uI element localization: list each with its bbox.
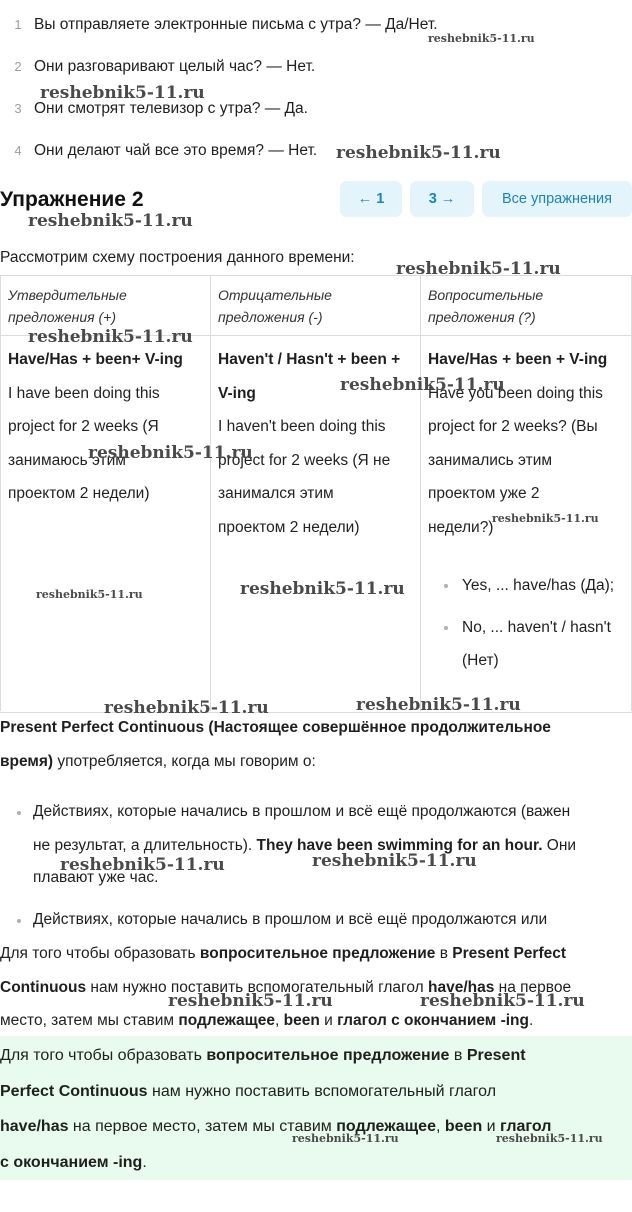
bullet-icon [444, 626, 448, 630]
watermark: reshebnik5-11.ru [240, 579, 405, 599]
next-exercise-button[interactable]: 3 → [410, 181, 474, 217]
list-item [0, 137, 632, 165]
question-rule-paragraph: Для того чтобы образовать вопросительное предложение в Present Perfect Continuous нам нужно поставить вспомогательный глагол have/has на первое место, затем мы ставим подлежащее, been и глагол с окончанием -ing. [0, 945, 572, 1029]
watermark: reshebnik5-11.ru [88, 443, 253, 463]
bullet-icon [444, 584, 448, 588]
item-number: 2 [14, 59, 22, 74]
item-text: Они разговаривают целый час? — Нет. [34, 58, 316, 75]
table-divider [420, 275, 421, 711]
affirmative-cell: Have/Has + been+ V-ing I have been doing this project for 2 weeks (Я занимаюсь этим проектом 2 недели) [8, 351, 183, 502]
negative-cell: Haven't / Hasn't + been + V-ing I haven't been doing this project for 2 weeks (Я не занимался этим проектом 2 недели) [218, 351, 401, 536]
watermark: reshebnik5-11.ru [168, 991, 333, 1011]
item-text: Вы отправляете электронные письма с утра? — Да/Нет. [34, 16, 438, 33]
usage-bullet-cont: плавают уже час. [33, 869, 159, 886]
watermark: reshebnik5-11.ru [356, 695, 521, 715]
item-number: 4 [14, 143, 22, 158]
watermark: reshebnik5-11.ru [28, 327, 193, 347]
all-exercises-button[interactable]: Все упражнения [482, 181, 632, 217]
item-text: Они делают чай все это время? — Нет. [34, 142, 318, 159]
table-border [0, 275, 1, 711]
watermark: reshebnik5-11.ru [336, 143, 501, 163]
answer-yes: Yes, ... have/has (Да); [462, 577, 615, 594]
item-text: Они смотрят телевизор с утра? — Да. [34, 100, 308, 117]
item-number: 3 [14, 101, 22, 116]
watermark: reshebnik5-11.ru [292, 1132, 399, 1145]
watermark: reshebnik5-11.ru [312, 851, 477, 871]
watermark: reshebnik5-11.ru [420, 991, 585, 1011]
list-item [0, 11, 632, 39]
header-negative: Отрицательные предложения (-) [218, 287, 332, 325]
watermark: reshebnik5-11.ru [60, 855, 225, 875]
usage-bullet: Действиях, которые начались в прошлом и всё ещё продолжаются (важен не результат, а длительность). They have been swimming for an hour. Они [33, 803, 577, 854]
bullet-icon [17, 811, 21, 815]
watermark: reshebnik5-11.ru [492, 512, 599, 525]
watermark: reshebnik5-11.ru [40, 83, 205, 103]
watermark: reshebnik5-11.ru [396, 259, 561, 279]
answer-list [462, 569, 632, 678]
usage-paragraph: Present Perfect Continuous (Настоящее совершённое продолжительное время) употребляется, когда мы говорим о: [0, 719, 551, 770]
list-item [0, 53, 632, 81]
header-affirmative: Утвердительные предложения (+) [8, 287, 127, 325]
intro-text: Рассмотрим схему построения данного времени: [0, 249, 355, 266]
answer-no: No, ... haven't / hasn't [462, 618, 611, 636]
bullet-icon [17, 919, 21, 923]
table-divider [210, 275, 211, 711]
watermark: reshebnik5-11.ru [340, 375, 505, 395]
item-number: 1 [14, 17, 22, 32]
exercise-title: Упражнение 2 [0, 188, 144, 211]
answer-no-translation: (Нет) [462, 652, 499, 669]
watermark: reshebnik5-11.ru [28, 211, 193, 231]
question-cell: Have/Has + been + V-ing Have you been doing this project for 2 weeks? (Вы занимались этим проектом уже 2 недели?) [428, 351, 608, 536]
watermark: reshebnik5-11.ru [496, 1132, 603, 1145]
header-question: Вопросительные предложения (?) [428, 287, 544, 325]
highlight-text: Для того чтобы образовать вопросительное предложение в Present Perfect Continuous нам нужно поставить вспомогательный глагол have/has на первое место, затем мы ставим подлежащее, been и глагол с окончанием -ing. [0, 1047, 552, 1171]
watermark: reshebnik5-11.ru [36, 588, 143, 601]
usage-bullet: Действиях, которые начались в прошлом и всё ещё продолжаются или [33, 911, 548, 928]
prev-exercise-button[interactable]: ← 1 [340, 181, 402, 217]
watermark: reshebnik5-11.ru [104, 698, 269, 718]
watermark: reshebnik5-11.ru [428, 32, 535, 45]
